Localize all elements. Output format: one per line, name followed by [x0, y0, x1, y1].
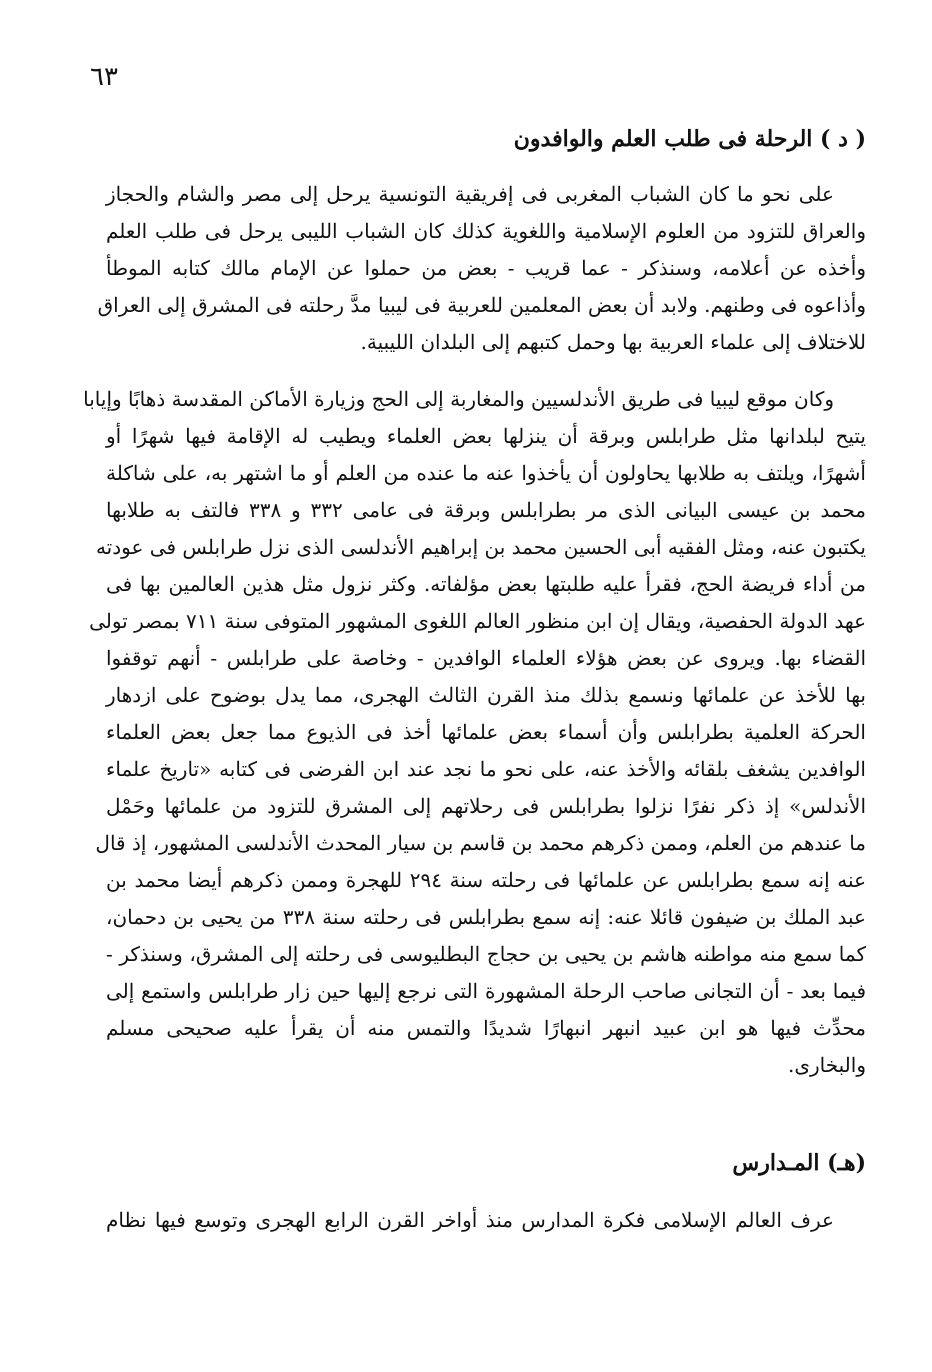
text-line: وأخذه عن أعلامه، وسنذكر - عما قريب - بعض من حملوا عن الإمام مالك كتابه الموطأ — [106, 256, 866, 280]
text-line: والبخارى. — [787, 1053, 866, 1077]
text-line: عهد الدولة الحفصية، ويقال إن ابن منظور العالم اللغوى المشهور المتوفى سنة ٧١١ بمصر تولى — [89, 609, 866, 633]
text-line: يكتبون عنه، ومثل الفقيه أبى الحسين محمد بن إبراهيم الأندلسى الذى نزل طرابلس فى عودته — [95, 535, 866, 559]
text-line: عرف العالم الإسلامى فكرة المدارس منذ أواخر القرن الرابع الهجرى وتوسع فيها نظام — [106, 1208, 834, 1232]
text-line: الوافدين يشغف بلقائه والأخذ عنه، على نحو ما نجد عند ابن الفرضى فى كتابه «تاريخ علماء — [106, 757, 866, 781]
section-heading-d: ( د ) الرحلة فى طلب العلم والوافدون — [513, 126, 866, 152]
text-line: للاختلاف إلى علماء العربية بها وحمل كتبهم إلى البلدان الليبية. — [360, 330, 866, 354]
text-line: على نحو ما كان الشباب المغربى فى إفريقية التونسية يرحل إلى مصر والشام والحجاز — [106, 182, 834, 206]
text-line: القضاء بها. ويروى عن بعض هؤلاء العلماء الوافدين - وخاصة على طرابلس - أنهم توقفوا — [106, 646, 866, 670]
text-line: فيما بعد - أن التجانى صاحب الرحلة المشهورة التى نرجع إليها حين زار طرابلس واستمع إلى — [106, 979, 866, 1003]
text-line: محدِّث فيها هو ابن عبيد انبهر انبهارًا شديدًا والتمس منه أن يقرأ عليه صحيحى مسلم — [106, 1016, 866, 1040]
page-number: ٦٣ — [90, 62, 118, 92]
text-line: يتيح لبلدانها مثل طرابلس وبرقة أن ينزلها بعض العلماء ويطيب له الإقامة فيها شهرًا أو — [106, 424, 866, 448]
section-heading-h: (هـ) المـدارس — [732, 1150, 866, 1176]
text-line: ما عندهم من العلم، وممن ذكرهم محمد بن قاسم بن سيار المحدث الأندلسى المشهور، إذ قال — [95, 831, 866, 855]
text-line: بها للأخذ عن علمائها ونسمع بذلك منذ القرن الثالث الهجرى، مما يدل بوضوح على ازدهار — [106, 683, 866, 707]
text-line: وأذاعوه فى وطنهم. ولابد أن بعض المعلمين للعربية فى ليبيا مدَّ رحلته فى المشرق إلى العراق — [97, 293, 866, 317]
text-line: الحركة العلمية بطرابلس وأن أسماء بعض علمائها أخذ فى الذيوع مما جعل بعض العلماء — [106, 720, 866, 744]
text-line: وكان موقع ليبيا فى طريق الأندلسيين والمغاربة إلى الحج وزيارة الأماكن المقدسة ذهابًا وإيابا — [83, 387, 834, 411]
text-line: كما سمع منه مواطنه هاشم بن يحيى بن حجاج البطليوسى فى رحلته إلى المشرق، وسنذكر - — [106, 942, 866, 966]
text-line: الأندلس» إذ ذكر نفرًا نزلوا بطرابلس فى رحلاتهم إلى المشرق للتزود من علمائها وحَمْل — [106, 794, 866, 818]
text-line: والعراق للتزود من العلوم الإسلامية واللغوية كذلك كان الشباب الليبى يرحل فى طلب العلم — [106, 219, 866, 243]
text-line: محمد بن عيسى البيانى الذى مر بطرابلس وبرقة فى عامى ٣٣٢ و ٣٣٨ فالتف به طلابها — [106, 498, 866, 522]
text-line: أشهرًا، ويلتف به طلابها يحاولون أن يأخذوا عنه ما عنده من العلم أو ما اشتهر به، على شاكلة — [106, 461, 866, 485]
text-line: عبد الملك بن ضيفون قائلا عنه: إنه سمع بطرابلس فى رحلته سنة ٣٣٨ من يحيى بن دحمان، — [106, 905, 866, 929]
text-line: عنه إنه سمع بطرابلس عن علمائها فى رحلته سنة ٢٩٤ للهجرة وممن ذكرهم أيضا محمد بن — [106, 868, 867, 892]
text-line: من أداء فريضة الحج، فقرأ عليه طلبتها بعض مؤلفاته. وكثر نزول مثل هذين العالمين بها فى — [106, 572, 866, 596]
